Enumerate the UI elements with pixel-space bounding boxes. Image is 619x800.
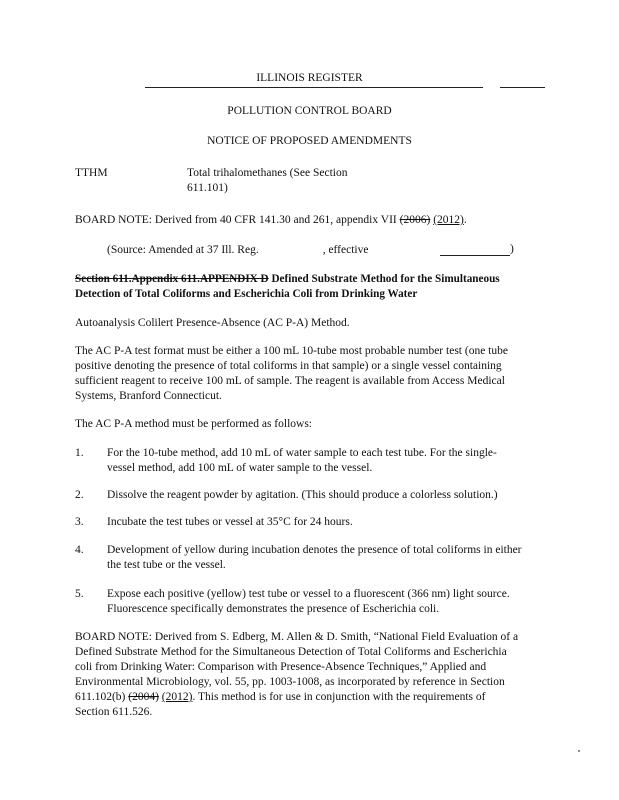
deleted-year: (2006) bbox=[399, 214, 431, 226]
section-heading-line1 bbox=[75, 272, 500, 287]
board-note2-line5 bbox=[75, 690, 545, 705]
step-text-line2: the test tube or the vessel. bbox=[107, 559, 226, 571]
board-note-text: BOARD NOTE: Derived from 40 CFR 141.30 and 261, appendix VII bbox=[75, 214, 400, 226]
tthm-term: TTHM bbox=[75, 167, 108, 179]
section-heading-line2: Detection of Total Coliforms and Escherichia Coli from Drinking Water bbox=[75, 288, 418, 300]
step-text-line1: Dissolve the reagent powder by agitation. (This should produce a colorless solution.) bbox=[107, 489, 498, 501]
effective-date-blank bbox=[440, 255, 510, 256]
step-text-line1: Development of yellow during incubation denotes the presence of total coliforms in either bbox=[107, 544, 522, 556]
step-number: 3. bbox=[75, 516, 84, 528]
board-note-derived bbox=[75, 213, 555, 228]
board-title: POLLUTION CONTROL BOARD bbox=[227, 105, 392, 117]
intro-line4: Systems, Branford Connecticut. bbox=[75, 390, 222, 402]
board-note2-line4: Environmental Microbiology, vol. 55, pp. 1003-1008, as incorporated by reference in Section bbox=[75, 676, 505, 688]
deleted-year: (2004) bbox=[128, 691, 159, 703]
board-note2-line5-rest: . This method is for use in conjunction with the requirements of bbox=[192, 691, 486, 703]
step-text-line1: Expose each positive (yellow) test tube or vessel to a fluorescent (366 nm) light source. bbox=[107, 588, 510, 600]
step-number: 4. bbox=[75, 544, 84, 556]
step-text-line2: Fluorescence specifically demonstrates the presence of Escherichia coli. bbox=[107, 603, 440, 615]
board-note-period: . bbox=[463, 214, 467, 226]
steps-intro: The AC P-A method must be performed as follows: bbox=[75, 418, 312, 430]
added-year: (2012) bbox=[161, 691, 193, 703]
board-note2-section-ref: 611.102(b) bbox=[75, 691, 129, 703]
step-text-line2: vessel method, add 100 mL of water sample to the vessel. bbox=[107, 462, 373, 474]
step-number: 2. bbox=[75, 489, 84, 501]
source-amended: (Source: Amended at 37 Ill. Reg. bbox=[107, 244, 259, 256]
register-page-blank bbox=[259, 242, 323, 253]
step-number: 5. bbox=[75, 588, 84, 600]
source-close-paren: ) bbox=[510, 243, 514, 255]
board-note2-line2: Defined Substrate Method for the Simultaneous Detection of Total Coliforms and Escherichia bbox=[75, 646, 507, 658]
step-text-line1: Incubate the test tubes or vessel at 35°C for 24 hours. bbox=[107, 516, 353, 528]
source-effective: , effective bbox=[322, 244, 369, 256]
method-title: Autoanalysis Colilert Presence-Absence (AC P-A) Method. bbox=[75, 317, 350, 329]
header-rule-right bbox=[500, 87, 545, 88]
notice-title: NOTICE OF PROPOSED AMENDMENTS bbox=[207, 135, 412, 147]
section-heading-deleted: Section 611.Appendix 611.APPENDIX D bbox=[75, 273, 269, 285]
step-text-line1: For the 10-tube method, add 10 mL of water sample to each test tube. For the single- bbox=[107, 447, 497, 459]
tthm-definition-line1: Total trihalomethanes (See Section bbox=[187, 167, 348, 179]
tthm-definition-line2: 611.101) bbox=[187, 182, 228, 194]
added-year: (2012) bbox=[433, 214, 464, 226]
header-rule-left bbox=[145, 87, 483, 88]
intro-line1: The AC P-A test format must be either a 100 mL 10-tube most probable number test (one tube bbox=[75, 345, 508, 357]
intro-line3: sufficient reagent to receive 100 mL of sample. The reagent is available from Access Medical bbox=[75, 375, 505, 387]
section-heading-title: Defined Substrate Method for the Simultaneous bbox=[268, 273, 500, 285]
board-note2-line3: coli from Drinking Water: Comparison with Presence-Absence Techniques,” Applied and bbox=[75, 661, 487, 673]
intro-line2: positive denoting the presence of total coliforms in that sample) or a single vessel containing bbox=[75, 360, 502, 372]
board-note2-line1: BOARD NOTE: Derived from S. Edberg, M. Allen & D. Smith, “National Field Evaluation of a bbox=[75, 631, 519, 643]
source-line bbox=[107, 242, 368, 258]
step-number: 1. bbox=[75, 447, 84, 459]
scan-speck bbox=[578, 750, 580, 752]
board-note2-line6: Section 611.526. bbox=[75, 706, 153, 718]
register-title: ILLINOIS REGISTER bbox=[256, 72, 363, 84]
